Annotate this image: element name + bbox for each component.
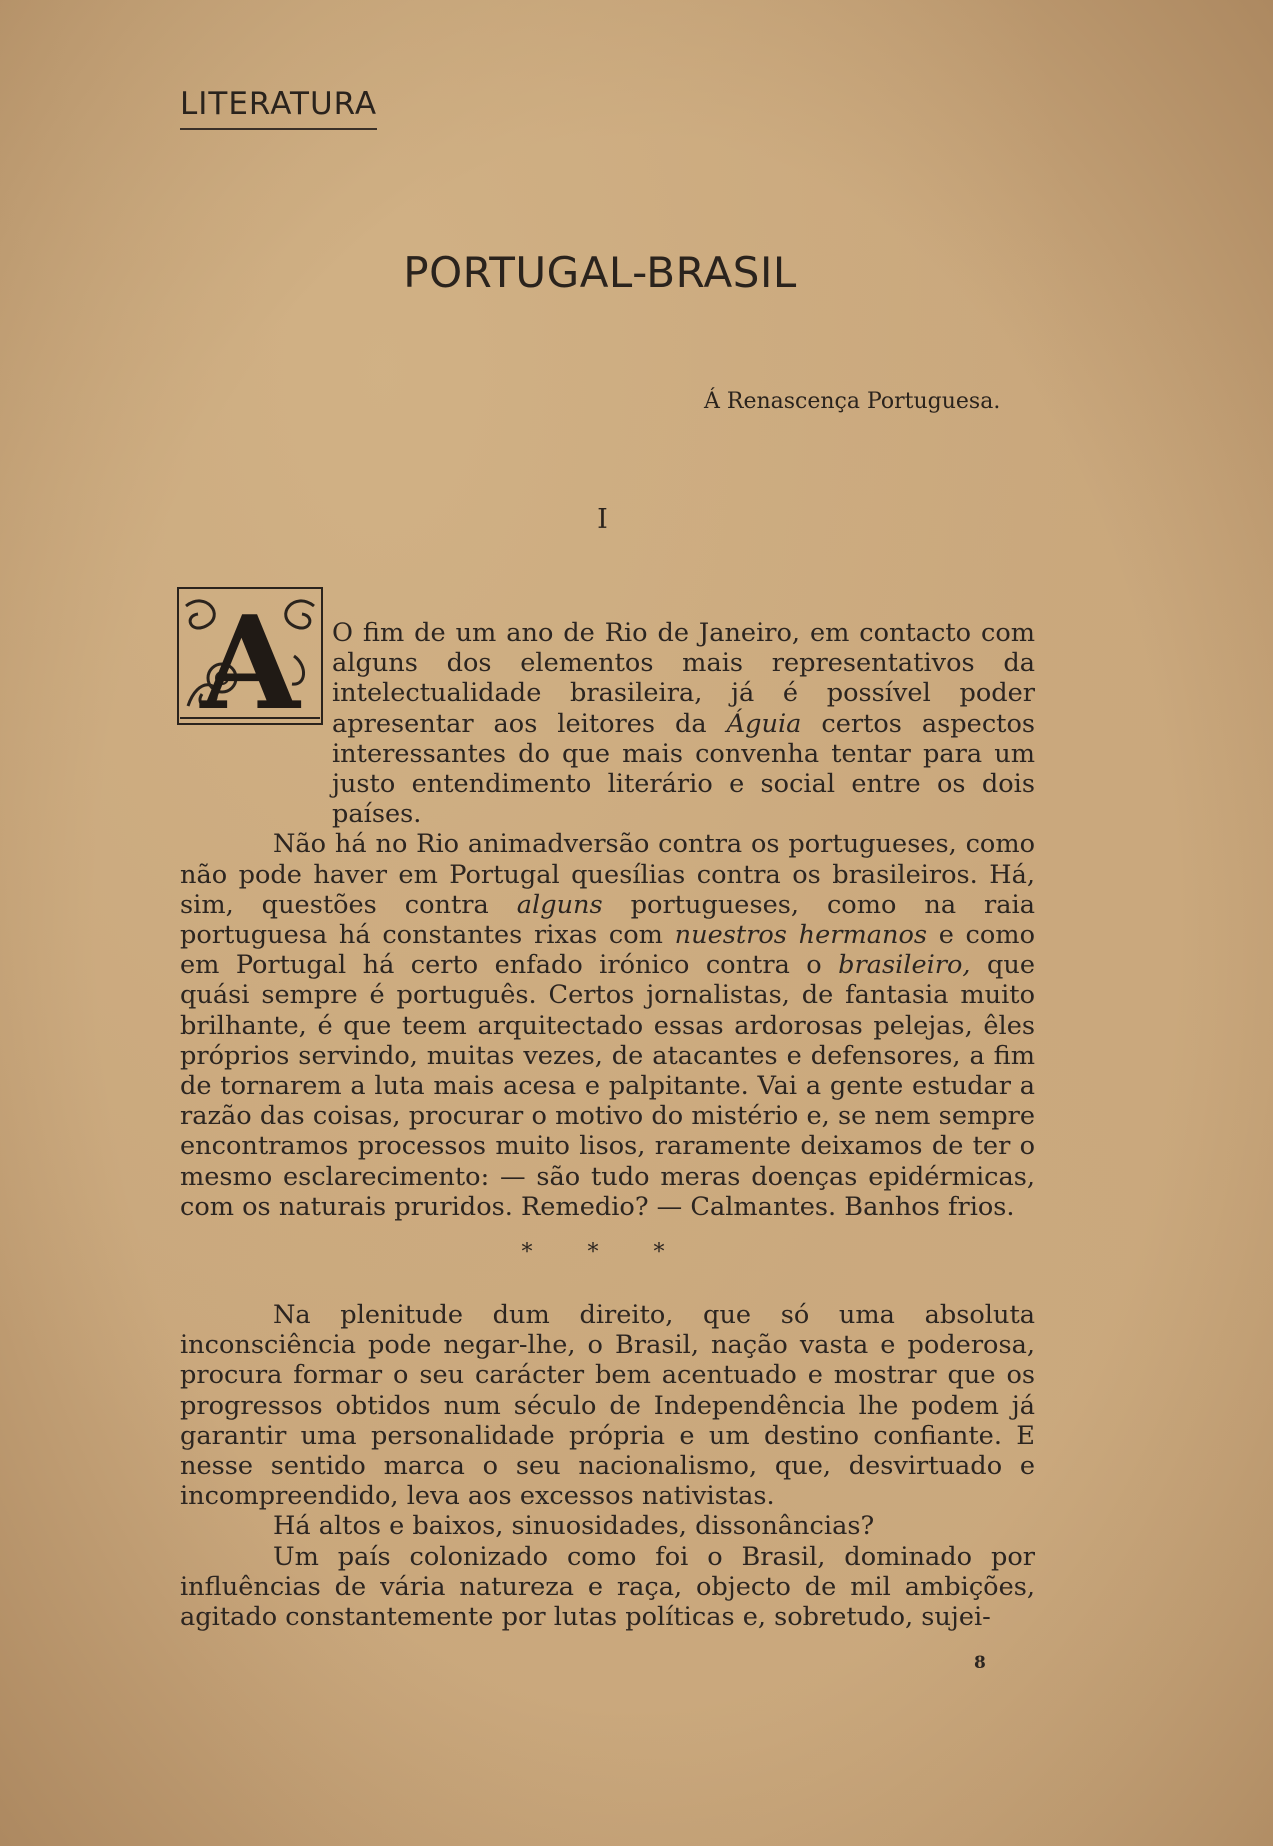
part-numeral: I xyxy=(597,504,608,535)
page-number: 8 xyxy=(974,1653,986,1673)
svg-text:A: A xyxy=(200,589,300,726)
section-label: LITERATURA xyxy=(180,86,377,130)
paragraph: Na plenitude dum direito, que só uma absoluta inconsciência pode negar-lhe, o Brasil, nação vasta e poderosa, procura formar o seu carácter bem acentuado e mostrar que os progressos obtidos num século de Independência lhe podem já garantir uma personalidade própria e um destino confiante. E nesse sentido marca o seu nacionalismo, que, desvirtuado e incompreendido, leva aos excessos nativistas. xyxy=(180,1300,1035,1512)
article-title: PORTUGAL-BRASIL xyxy=(403,248,797,297)
body-text-section-1 xyxy=(180,618,1035,1222)
paragraph: Há altos e baixos, sinuosidades, dissonâncias? xyxy=(273,1511,875,1542)
paragraph: Não há no Rio animadversão contra os portugueses, como não pode haver em Portugal quesílias contra os brasileiros. Há, sim, questões contra alguns portugueses, como na raia portuguesa há constantes rixas com nuestros hermanos e como em Portugal há certo enfado irónico contra o brasileiro, que quási sempre é português. Certos jornalistas, de fantasia muito brilhante, é que teem arquitectado essas ardorosas pelejas, êles próprios servindo, muitas vezes, de atacantes e defensores, a fim de tornarem a luta mais acesa e palpitante. Vai a gente estudar a razão das coisas, procurar o motivo do mistério e, se nem sempre encontramos processos muito lisos, raramente deixamos de ter o mesmo esclarecimento: — são tudo meras doenças epidérmicas, com os naturais pruridos. Remedio? — Calmantes. Banhos frios. xyxy=(180,829,1035,1222)
dedication: Á Renascença Portuguesa. xyxy=(704,389,1001,414)
body-text-section-2 xyxy=(180,1300,1035,1632)
paragraph: O fim de um ano de Rio de Janeiro, em contacto com alguns dos elementos mais representativos da intelectualidade brasileira, já é possível poder apresentar aos leitores da Águia certos aspectos interessantes do que mais convenha tentar para um justo entendimento literário e social entre os dois países. xyxy=(332,618,1035,830)
section-separator: * * * xyxy=(521,1240,689,1265)
paragraph: Um país colonizado como foi o Brasil, dominado por influências de vária natureza e raça, objecto de mil ambições, agitado constantemente por lutas políticas e, sobretudo, sujei- xyxy=(180,1541,1035,1633)
